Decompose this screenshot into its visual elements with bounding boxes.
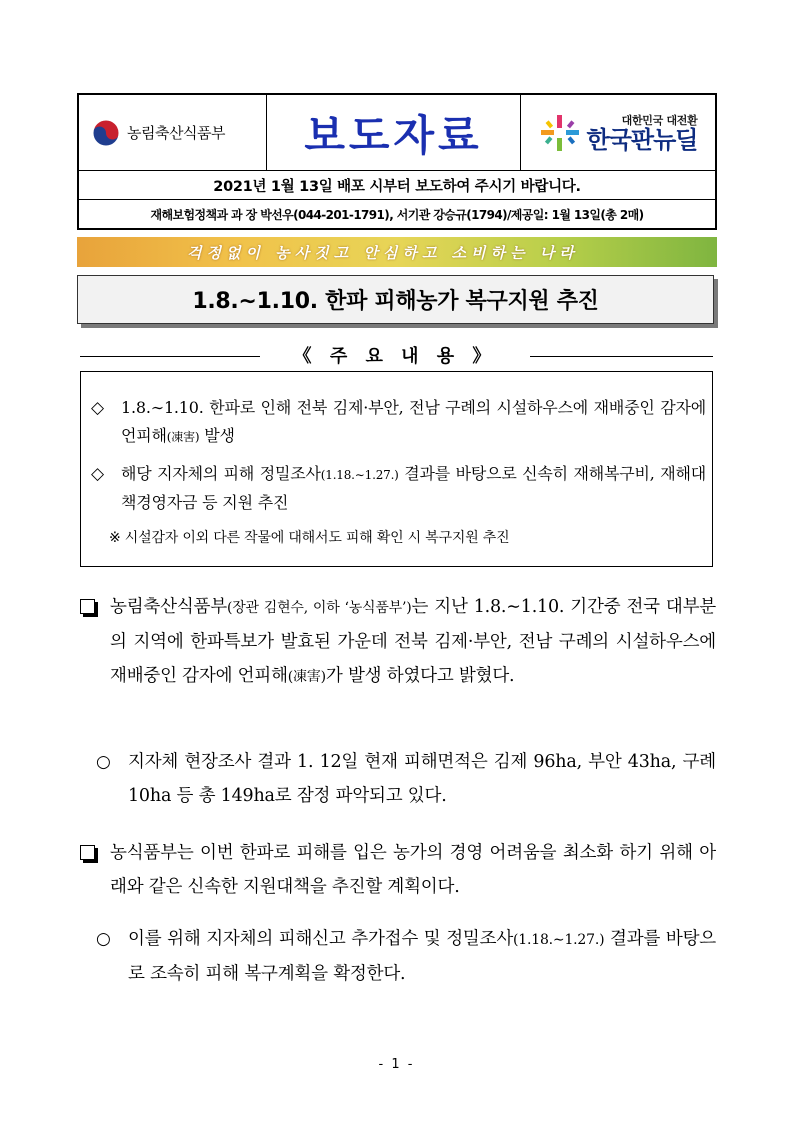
slogan-banner bbox=[77, 237, 717, 267]
body-paragraph-1 bbox=[80, 590, 716, 694]
summary-item-1-text bbox=[121, 394, 706, 451]
page-number: - 1 - bbox=[378, 1057, 415, 1072]
body-paragraph-1-text bbox=[110, 590, 716, 694]
body-subitem-1 bbox=[96, 745, 716, 813]
ministry-logo-cell bbox=[79, 95, 267, 170]
summary-note: ※ 시설감자 이외 다른 작물에 대해서도 피해 확인 시 복구지원 추진 bbox=[109, 530, 510, 546]
summary-label: 《 주 요 내 용 》 bbox=[260, 343, 530, 371]
summary-item-1-main: 1.8.∼1.10. 한파로 인해 전북 김제·부안, 전남 구례의 시설하우스에 재배중인 감자에 언피해 bbox=[121, 398, 706, 445]
p1-ministry: 농림축산식품부 bbox=[110, 597, 227, 617]
summary-item-2-end: 결과를 바탕으로 신속히 재해복구비, 재해대책경영자금 등 지원 추진 bbox=[121, 464, 706, 512]
summary-item-2 bbox=[91, 460, 706, 517]
summary-box bbox=[80, 371, 713, 567]
taegeuk-emblem-icon bbox=[91, 118, 121, 148]
summary-item-2-period: (1.18.∼1.27.) bbox=[320, 468, 399, 482]
contact-info: 재해보험정책과 과 장 박선우(044-201-1791), 서기관 강승규(1794)/제공일: 1월 13일(총 2매) bbox=[150, 207, 644, 222]
checkbox-bullet-icon bbox=[80, 845, 95, 860]
header-top-row bbox=[79, 95, 715, 171]
summary-item-2-main: 해당 지자체의 피해 정밀조사 bbox=[121, 464, 321, 483]
summary-item-2-text bbox=[121, 460, 706, 517]
body-paragraph-2-text: 농식품부는 이번 한파로 피해를 입은 농가의 경영 어려움을 최소화 하기 위해 아래와 같은 신속한 지원대책을 추진할 계획이다. bbox=[110, 843, 716, 897]
brand-tagline: 대한민국 대전환 bbox=[621, 113, 698, 127]
headline-box bbox=[77, 275, 714, 324]
s2-period: (1.18.∼1.27.) bbox=[513, 932, 605, 948]
press-release-header bbox=[77, 93, 717, 230]
circle-bullet-icon: ○ bbox=[96, 752, 111, 772]
brand-name: 한국판뉴딜 bbox=[586, 125, 698, 154]
release-notice: 2021년 1월 13일 배포 시부터 보도하여 주시기 바랍니다. bbox=[79, 171, 715, 200]
checkbox-bullet-icon bbox=[80, 599, 95, 614]
s2-end: 결과를 바탕으로 조속히 피해 복구계획을 확정한다. bbox=[128, 929, 716, 984]
body-subitem-1-text: 지자체 현장조사 결과 1. 12일 현재 피해면적은 김제 96ha, 부안 43ha, 구례 10ha 등 총 149ha로 잠정 파악되고 있다. bbox=[128, 752, 716, 806]
new-deal-mark-icon bbox=[539, 113, 581, 153]
new-deal-brand-cell bbox=[521, 95, 715, 170]
p1-end: 가 발생 하였다고 밝혔다. bbox=[325, 666, 515, 686]
diamond-bullet-icon: ◇ bbox=[91, 398, 104, 418]
body-subitem-2-text bbox=[128, 922, 716, 991]
doc-type-cell bbox=[267, 95, 521, 170]
s2-main: 이를 위해 지자체의 피해신고 추가접수 및 정밀조사 bbox=[128, 929, 514, 949]
body-subitem-2 bbox=[96, 922, 716, 991]
headline-title: 1.8.∼1.10. 한파 피해농가 복구지원 추진 bbox=[192, 289, 599, 314]
summary-item-1-end: 발생 bbox=[199, 426, 235, 445]
p1-parenthetical: (장관 김현수, 이하 ‘농식품부’) bbox=[226, 600, 412, 616]
ministry-name: 농림축산식품부 bbox=[127, 124, 225, 142]
diamond-bullet-icon: ◇ bbox=[91, 464, 104, 484]
new-deal-text bbox=[587, 112, 698, 153]
p1-hanja: (凍害) bbox=[287, 669, 326, 685]
slogan-text: 걱정없이 농사짓고 안심하고 소비하는 나라 bbox=[187, 243, 579, 262]
p1-main: 는 지난 1.8.∼1.10. 기간중 전국 대부분의 지역에 한파특보가 발효된 가운데 전북 김제·부안, 전남 구례의 시설하우스에 재배중인 감자에 언피해 bbox=[110, 597, 717, 686]
summary-item-1 bbox=[91, 394, 706, 451]
doc-type-title: 보도자료 bbox=[304, 110, 483, 160]
body-paragraph-2 bbox=[80, 836, 716, 904]
summary-item-1-hanja: (凍害) bbox=[166, 430, 200, 444]
new-deal-logo bbox=[539, 112, 698, 153]
circle-bullet-icon: ○ bbox=[96, 929, 111, 949]
